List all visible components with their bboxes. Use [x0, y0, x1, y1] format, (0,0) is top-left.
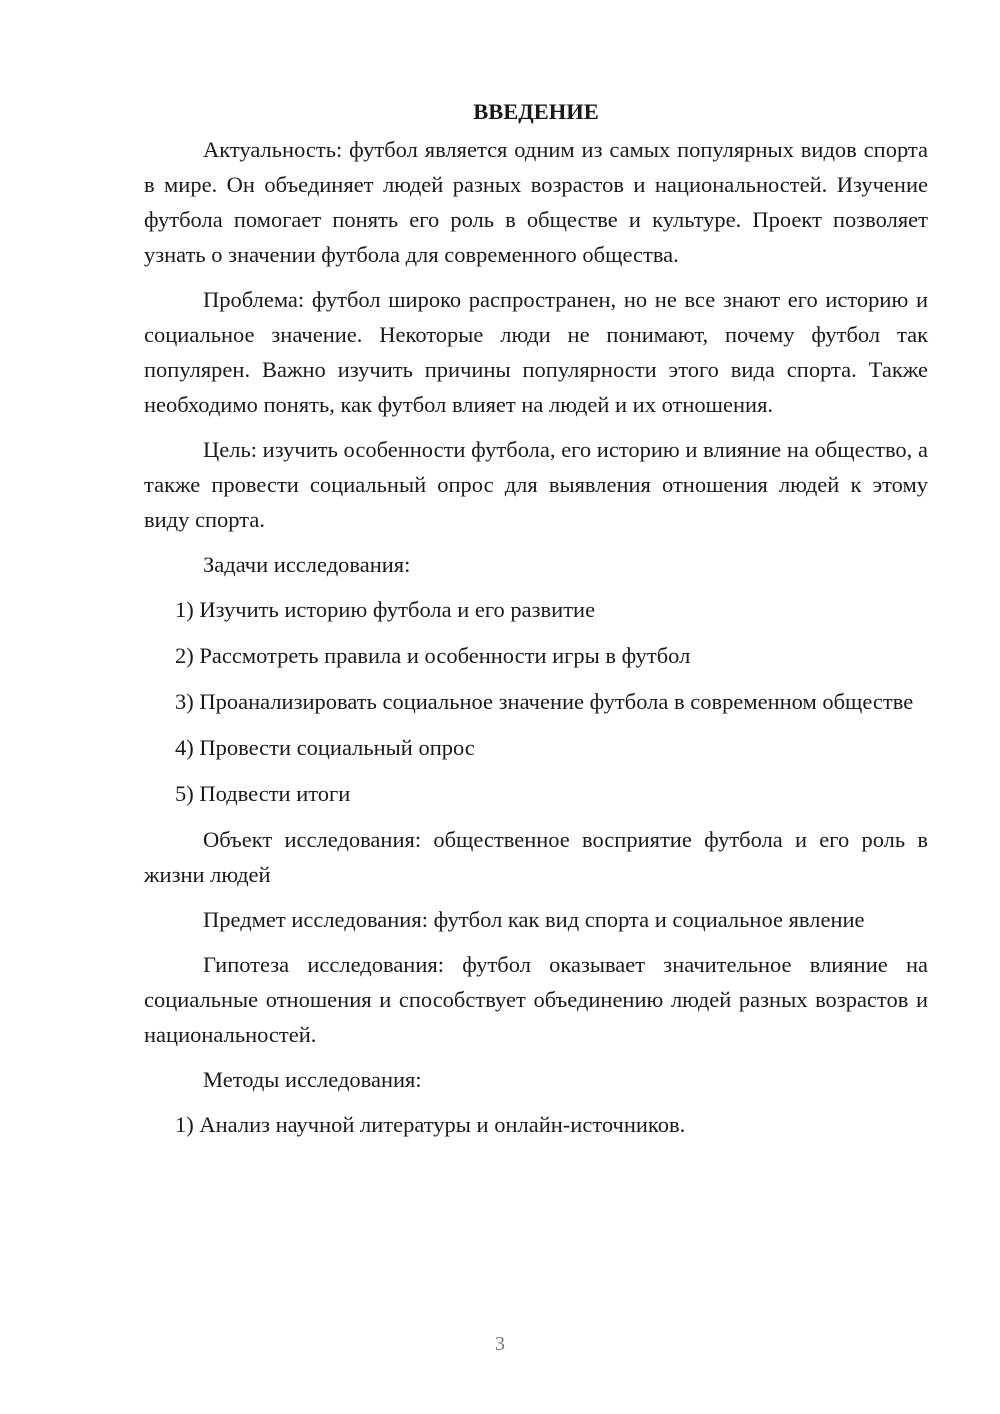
tasks-heading: Задачи исследования:: [203, 552, 411, 577]
paragraph-object: Объект исследования: общественное восприятие футбола и его роль в жизни людей: [144, 827, 928, 887]
task-item-5: 5) Подвести итоги: [175, 781, 351, 806]
method-item-1: 1) Анализ научной литературы и онлайн-источников.: [175, 1112, 686, 1137]
page-number: 3: [495, 1333, 505, 1355]
task-item-3: 3) Проанализировать социальное значение футбола в современном обществе: [175, 689, 914, 714]
page-title: ВВЕДЕНИЕ: [473, 99, 599, 124]
paragraph-goal: Цель: изучить особенности футбола, его историю и влияние на общество, а также провести социальный опрос для выявления отношения людей к этому виду спорта.: [144, 437, 928, 532]
task-item-2: 2) Рассмотреть правила и особенности игры в футбол: [175, 643, 691, 668]
methods-heading: Методы исследования:: [203, 1067, 422, 1092]
page-content: [144, 98, 928, 1153]
task-item-4: 4) Провести социальный опрос: [175, 735, 475, 760]
paragraph-problem: Проблема: футбол широко распространен, но не все знают его историю и социальное значение. Некоторые люди не понимают, почему футбол так популярен. Важно изучить причины популярности этого вида спорта. Также необходимо понять, как футбол влияет на людей и их отношения.: [144, 287, 928, 417]
paragraph-relevance: Актуальность: футбол является одним из самых популярных видов спорта в мире. Он объединяет людей разных возрастов и национальностей. Изучение футбола помогает понять его роль в обществе и культуре. Проект позволяет узнать о значении футбола для современного общества.: [144, 137, 928, 267]
paragraph-subject: Предмет исследования: футбол как вид спорта и социальное явление: [203, 907, 865, 932]
paragraph-hypothesis: Гипотеза исследования: футбол оказывает значительное влияние на социальные отношения и способствует объединению людей разных возрастов и национальностей.: [144, 952, 928, 1047]
task-item-1: 1) Изучить историю футбола и его развитие: [175, 597, 596, 622]
